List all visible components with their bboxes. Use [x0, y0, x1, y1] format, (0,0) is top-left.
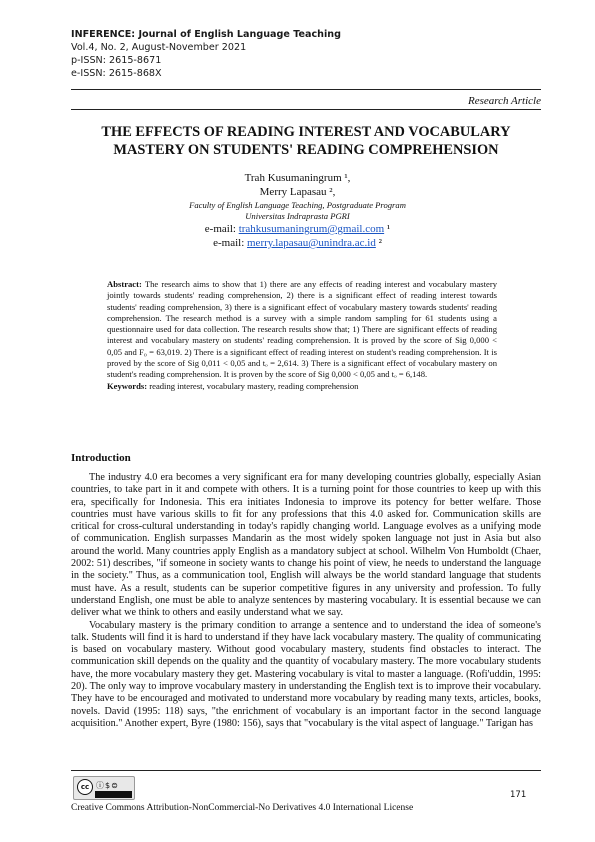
- email-prefix: e-mail:: [204, 223, 239, 235]
- journal-title: INFERENCE: Journal of English Language Teaching: [71, 29, 341, 40]
- author-name: Merry Lapasau ²,: [259, 186, 336, 198]
- section-heading: Introduction: [71, 452, 131, 464]
- affiliation-line: Universitas Indraprasta PGRI: [245, 211, 350, 221]
- paper-title-line: MASTERY ON STUDENTS' READING COMPREHENSION: [113, 142, 499, 158]
- body-paragraph: Vocabulary mastery is the primary condition to arrange a sentence and to understand the idea of someone's talk. Students will find it is hard to understand if they have lack vocabulary mastery. The quality of communicating is based on vocabulary mastery. Without good vocabulary mastery, students find obstacles to interact. The communication skill depends on the quality and the quantity of vocabulary mastery. The more vocabulary students have, the more vocabulary mastery they get. Mastering vocabulary is vital to master a language. (Rofi'uddin, 1995: 20). The only way to improve vocabulary mastery in understanding the English text is to improve their vocabulary. They have to be encouraged and motivated to understand more vocabulary by reading many texts, articles, books, novels. David (1995: 118) says, "the enrichment of vocabulary is an important factor in the second language acquisition." Another expert, Byre (1980: 156), says that "vocabulary is the vital aspect of language." Tarigan has: [71, 619, 541, 729]
- journal-eissn: e-ISSN: 2615-868X: [71, 68, 162, 79]
- abstract-block: [107, 279, 497, 392]
- license-text: Creative Commons Attribution-NonCommercial-No Derivatives 4.0 International License: [71, 803, 414, 813]
- keywords-text: reading interest, vocabulary mastery, reading comprehension: [149, 380, 359, 391]
- email-suffix: ¹: [384, 223, 391, 235]
- email-link[interactable]: trahkusumaningrum@gmail.com: [238, 223, 385, 235]
- keywords-label: Keywords:: [107, 380, 148, 391]
- article-type: Research Article: [467, 95, 541, 107]
- abstract-text: The research aims to show that 1) there are any effects of reading interest and vocabulary mastery jointly towards students' reading comprehension, 2) there is a significant effect of reading interest towards students' reading comprehension, 3) there is a significant effect of vocabulary mastery towards students' reading comprehension. The research method is a survey with a simple random sampling for 61 students using a questionnaire used for data collection. The research results show that; 1) There are significant effects of reading interest and vocabulary mastery on students' reading comprehension. It is proved by the score of Sig 0,000 < 0,05 and F₀ = 63,019. 2) There is a significant effect of reading interest on student's reading comprehension. It is proved by the score of Sig 0,011 < 0,05 and tₒ = 2,614. 3) There is a significant effect of vocabulary mastery on student's reading comprehension. It is proven by the score of Sig 0,000 < 0,05 and tₒ = 6,148.: [107, 279, 498, 380]
- email-line: [0, 223, 595, 235]
- email-suffix: ²: [375, 237, 382, 249]
- header-divider: [71, 89, 541, 90]
- page-number: 171: [510, 790, 527, 800]
- footer-divider: [71, 770, 541, 771]
- author-name: Trah Kusumaningrum ¹,: [244, 172, 351, 184]
- journal-volume: Vol.4, No. 2, August-November 2021: [71, 42, 247, 53]
- abstract-body: [107, 279, 497, 381]
- email-link[interactable]: merry.lapasau@unindra.ac.id: [247, 237, 376, 249]
- keywords-line: [107, 381, 497, 392]
- email-prefix: e-mail:: [213, 237, 247, 249]
- cc-logo-icon: cc: [77, 779, 93, 795]
- body-text: [71, 472, 541, 730]
- paper-title-line: THE EFFECTS OF READING INTEREST AND VOCABULARY: [101, 124, 511, 140]
- journal-header: [71, 28, 341, 80]
- paper-title: [60, 123, 552, 159]
- article-type-divider: [71, 109, 541, 110]
- email-line: [0, 237, 595, 249]
- affiliation-line: Faculty of English Language Teaching, Postgraduate Program: [189, 200, 406, 210]
- cc-by-nc-nd-icon: ⓘ$⊜: [96, 781, 119, 790]
- journal-pissn: p-ISSN: 2615-8671: [71, 55, 162, 66]
- cc-terms-bar: [95, 791, 132, 798]
- abstract-label: Abstract:: [107, 279, 142, 289]
- cc-license-badge: [73, 776, 135, 800]
- body-paragraph: The industry 4.0 era becomes a very significant era for many developing countries globally, especially Asian countries, to take part in it and compete with others. It is a turning point for those countries to keep up with this era, specifically for Indonesia. This era initiates Indonesia to improve its potency for better welfare. Those countries must have various skills to fit for any professions that this 4.0 asked for. Communication skills are critical for cross-cultural understanding in today's rapidly changing world. Language evolves as a unifying mode of communication. English surpasses Mandarin as the most widely spoken language not just in Asia but also around the world. Many countries apply English as a mandatory subject at school. Wilhelm Von Humboldt (Chaer, 2002: 51) describes, "if someone in society wants to change his point of view, he needs to understand the language in the society." Thus, as a communication tool, English will always be the world standard language that students must have. As a result, students can be superior competitive figures in any university and profession. To fully understand English, one must be able to analyze sentences by mastering vocabulary. It is essential because we can deliver what we think to others and easily understand what we say.: [71, 472, 541, 619]
